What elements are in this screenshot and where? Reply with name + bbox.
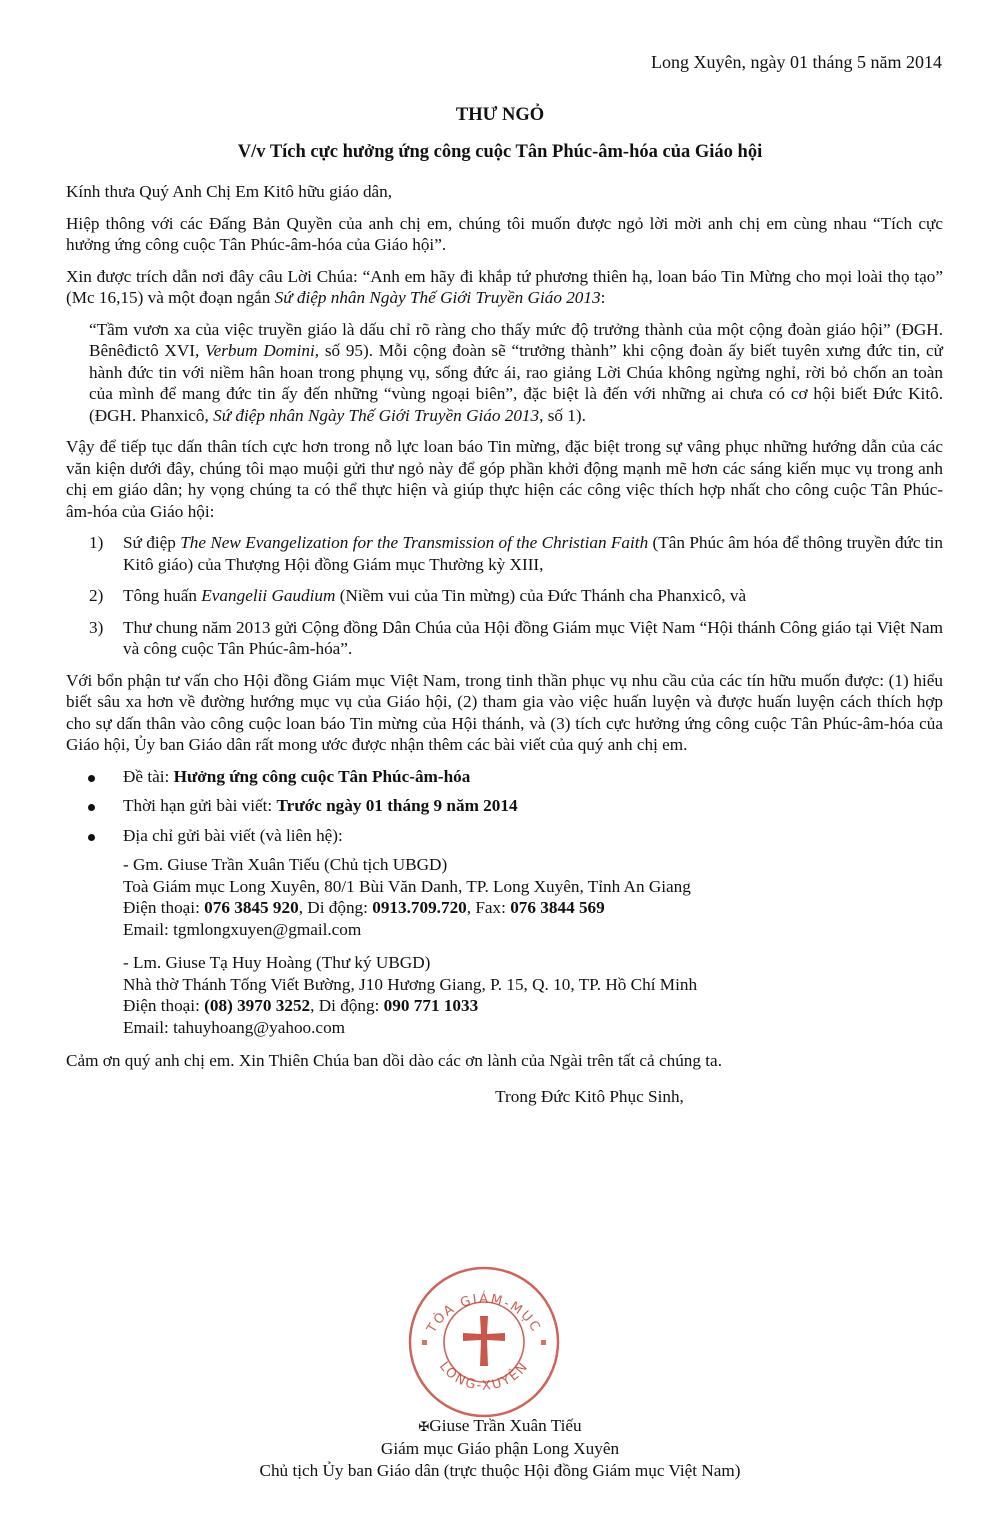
- documents-list: [66, 532, 943, 660]
- letter-title: THƯ NGỎ: [455, 105, 545, 125]
- email-link[interactable]: Email: tahuyhoang@yahoo.com: [123, 1017, 346, 1037]
- cross-icon: [463, 1316, 505, 1366]
- contact-secretary: - Lm. Giuse Tạ Huy Hoàng (Thư ký UBGD) Nhà thờ Thánh Tống Viết Bường, J10 Hương Giang, P. 15, Q. 10, TP. Hồ Chí Minh Điện thoại: (08) 3970 3252, Di động: 090 771 1033 Email: tahuyhoang@yahoo.com: [66, 952, 943, 1038]
- cross-icon: ✠: [418, 1419, 430, 1434]
- email-link[interactable]: Email: tgmlongxuyen@gmail.com: [123, 919, 362, 939]
- list-item: 3) Thư chung năm 2013 gửi Cộng đồng Dân Chúa của Hội đồng Giám mục Việt Nam “Hội thánh Công giáo tại Việt Nam và công cuộc Tân Phúc-âm-hóa”.: [89, 617, 943, 658]
- letter-body: [66, 181, 943, 1107]
- bullet-icon: [88, 834, 95, 841]
- signer-committee: Chủ tịch Ủy ban Giáo dân (trực thuộc Hội đồng Giám mục Việt Nam): [259, 1461, 741, 1480]
- quotation-block: “Tầm vươn xa của việc truyền giáo là dấu chỉ rõ ràng cho thấy mức độ trưởng thành của một cộng đoàn giáo hội” (ĐGH. Bênêđictô XVI, Verbum Domini, số 95). Mỗi cộng đoàn sẽ “trưởng thành” khi cộng đoàn ấy biết tuyên xưng đức tin, cử hành đức tin với niềm hân hoan trong phụng vụ, sống đức ái, rao giảng Lời Chúa không ngừng nghỉ, rời bỏ chốn an toàn của mình để mang đức tin ấy đến những “vùng ngoại biên”, đặc biệt là đến với những ai chưa có cơ hội biết Đức Kitô. (ĐGH. Phanxicô, Sứ điệp nhân Ngày Thế Giới Truyền Giáo 2013, số 1).: [89, 319, 944, 425]
- paragraph-scripture: Xin được trích dẫn nơi đây câu Lời Chúa: “Anh em hãy đi khắp tứ phương thiên hạ, loan báo Tin Mừng cho mọi loài thọ tạo” (Mc 16,15) và một đoạn ngắn Sứ điệp nhân Ngày Thế Giới Truyền Giáo 2013:: [66, 266, 943, 307]
- topic-item: Đề tài: Hưởng ứng công cuộc Tân Phúc-âm-hóa: [66, 766, 943, 788]
- paragraph-communion: Hiệp thông với các Đấng Bản Quyền của anh chị em, chúng tôi muốn được ngỏ lời mời anh chị em cùng nhau “Tích cực hưởng ứng công cuộc Tân Phúc-âm-hóa của Giáo hội”.: [66, 213, 943, 254]
- address-item: Địa chỉ gửi bài viết (và liên hệ):: [66, 825, 943, 847]
- list-item: 1) Sứ điệp The New Evangelization for the Transmission of the Christian Faith (Tân Phúc âm hóa để thông truyền đức tin Kitô giáo) của Thượng Hội đồng Giám mục Thường kỳ XIII,: [89, 533, 943, 574]
- deadline-item: Thời hạn gửi bài viết: Trước ngày 01 tháng 9 năm 2014: [66, 795, 943, 817]
- paragraph-motivation: Vậy để tiếp tục dấn thân tích cực hơn trong nỗ lực loan báo Tin mừng, đặc biệt trong sự vâng phục những hướng dẫn của các văn kiện dưới đây, chúng tôi mạo muội gửi thư ngỏ này để góp phần khởi động mạnh mẽ hơn các sáng kiến mục vụ trong anh chị em giáo dân; hy vọng chúng ta có thể thực hiện và giúp thực hiện các công việc thích hợp nhất cho công cuộc Tân Phúc-âm-hóa của Giáo hội:: [66, 437, 943, 521]
- contact-bishop: - Gm. Giuse Trần Xuân Tiếu (Chủ tịch UBGD) Toà Giám mục Long Xuyên, 80/1 Bùi Văn Danh, TP. Long Xuyên, Tỉnh An Giang Điện thoại: 076 3845 920, Di động: 0913.709.720, Fax: 076 3844 569 Email: tgmlongxuyen@gmail.com: [66, 854, 943, 940]
- paragraph-request: Với bổn phận tư vấn cho Hội đồng Giám mục Việt Nam, trong tinh thần phục vụ nhu cầu của các tín hữu muốn được: (1) hiểu biết sâu xa hơn về đường hướng mục vụ của Giáo hội, (2) tham gia vào việc huấn luyện và được huấn luyện cách thích hợp cho sự dấn thân vào công cuộc loan báo Tin mừng của Hội thánh, và (3) tích cực hưởng ứng công cuộc Tân Phúc-âm-hóa của Giáo hội, Ủy ban Giáo dân rất mong ước được nhận thêm các bài viết của quý anh chị em.: [66, 670, 943, 754]
- greeting: Kính thưa Quý Anh Chị Em Kitô hữu giáo dân,: [66, 182, 393, 201]
- signer-role: Giám mục Giáo phận Long Xuyên: [380, 1439, 620, 1458]
- message-title-italic: Sứ điệp nhân Ngày Thế Giới Truyền Giáo 2013: [274, 288, 601, 307]
- closing-line: Trong Đức Kitô Phục Sinh,: [495, 1086, 684, 1106]
- signature-block: [0, 1415, 1000, 1482]
- seal-top-text: TÒA GIÁM-MỤC: [424, 1291, 544, 1336]
- dateline: Long Xuyên, ngày 01 tháng 5 năm 2014: [651, 52, 942, 72]
- verbum-domini-italic: Verbum Domini: [204, 341, 315, 360]
- thanks-line: Cảm ơn quý anh chị em. Xin Thiên Chúa ban dồi dào các ơn lành của Ngài trên tất cả chúng ta.: [66, 1051, 722, 1070]
- bullet-icon: [88, 775, 95, 782]
- signer-name: ✠Giuse Trần Xuân Tiếu: [418, 1416, 582, 1435]
- bullet-icon: [88, 804, 95, 811]
- list-item: 2) Tông huấn Evangelii Gaudium (Niềm vui của Tin mừng) của Đức Thánh cha Phanxicô, và: [89, 586, 747, 605]
- submission-details: [66, 766, 943, 847]
- diocese-seal-stamp: [404, 1260, 564, 1420]
- message-source-italic: Sứ điệp nhân Ngày Thế Giới Truyền Giáo 2013: [213, 405, 540, 425]
- letter-subtitle: V/v Tích cực hưởng ứng công cuộc Tân Phúc-âm-hóa của Giáo hội: [237, 142, 763, 162]
- seal-bottom-text: LONG-XUYÊN: [436, 1358, 533, 1394]
